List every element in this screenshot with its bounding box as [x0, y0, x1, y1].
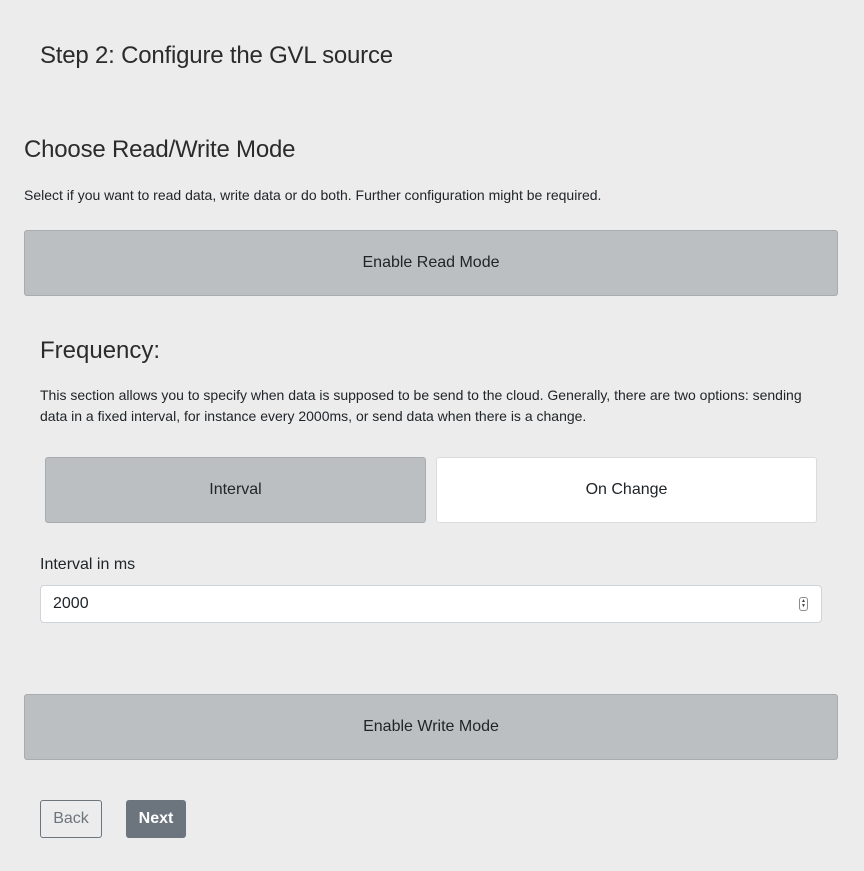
- interval-field-label: Interval in ms: [40, 556, 136, 573]
- mode-section-description: Select if you want to read data, write data or do both. Further configuration might be required.: [24, 187, 602, 203]
- step-title: Step 2: Configure the GVL source: [40, 42, 393, 69]
- on-change-option-button[interactable]: On Change: [436, 457, 817, 523]
- spinner-arrows-icon[interactable]: [799, 597, 808, 611]
- interval-input[interactable]: [41, 586, 821, 622]
- mode-section-title: Choose Read/Write Mode: [24, 136, 296, 163]
- interval-option-button[interactable]: Interval: [45, 457, 426, 523]
- next-button[interactable]: Next: [126, 800, 186, 838]
- frequency-description: This section allows you to specify when data is supposed to be send to the cloud. Generally, there are two options: sending data in a fixed interval, for instance every 2000ms, or send data when there is a change.: [40, 387, 802, 424]
- enable-read-mode-button[interactable]: Enable Read Mode: [24, 230, 838, 296]
- spinner-down-icon[interactable]: ▼: [801, 603, 806, 609]
- back-button[interactable]: Back: [40, 800, 102, 838]
- frequency-title: Frequency:: [40, 337, 161, 364]
- spinner-up-icon[interactable]: ▲: [801, 598, 806, 604]
- enable-write-mode-button[interactable]: Enable Write Mode: [24, 694, 838, 760]
- interval-field-container: [40, 585, 822, 623]
